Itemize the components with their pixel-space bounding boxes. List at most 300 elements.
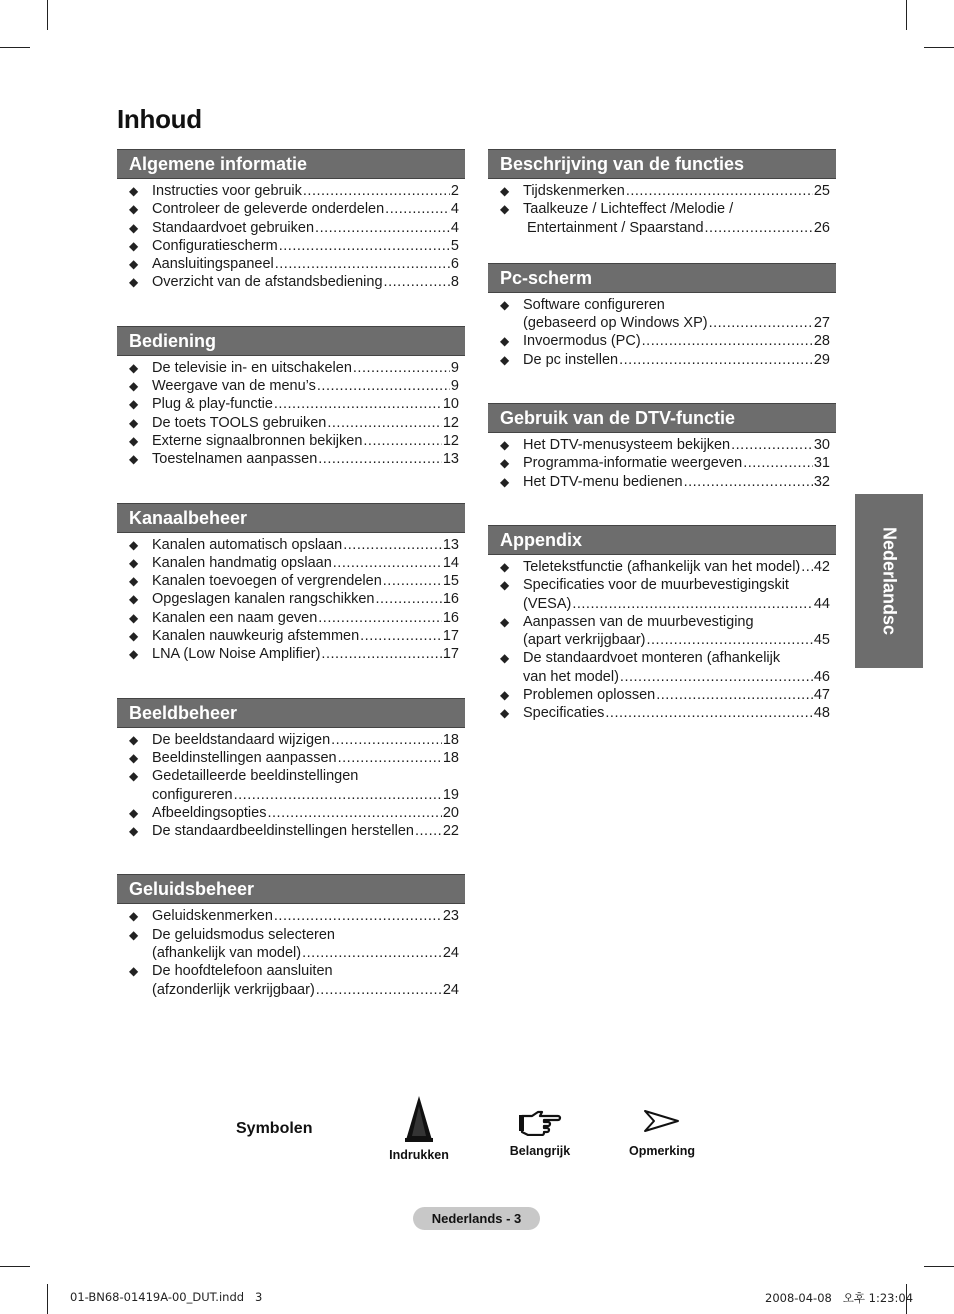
dot-leader (363, 432, 441, 450)
toc-entry-text: Gedetailleerde beeldinstellingen (152, 768, 359, 785)
toc-entry[interactable] (488, 558, 836, 576)
toc-entry[interactable] (117, 414, 465, 432)
toc-entry-row (523, 631, 830, 649)
crop-mark (0, 47, 30, 48)
page-number: 12 (442, 432, 459, 449)
toc-entry-text: Overzicht van de afstandsbediening (152, 274, 383, 291)
toc-entry[interactable] (117, 590, 465, 608)
diamond-bullet-icon: ◆ (500, 334, 510, 349)
dot-leader (353, 359, 450, 377)
dot-leader (709, 314, 813, 332)
diamond-bullet-icon: ◆ (129, 732, 139, 747)
diamond-bullet-icon: ◆ (129, 397, 139, 412)
toc-entry[interactable] (117, 536, 465, 554)
toc-entry-text: Het DTV-menusysteem bekijken (523, 437, 731, 454)
toc-entry-row (152, 554, 459, 572)
diamond-bullet-icon: ◆ (129, 647, 139, 662)
diamond-bullet-icon: ◆ (129, 379, 139, 394)
toc-entry[interactable] (117, 432, 465, 450)
dot-leader (684, 473, 813, 491)
toc-entry-text: Software configureren (523, 296, 665, 313)
diamond-bullet-icon: ◆ (129, 415, 139, 430)
dot-leader (705, 219, 813, 237)
crop-mark (924, 1266, 954, 1267)
toc-entry-row (152, 572, 459, 590)
toc-entry-text: Beeldinstellingen aanpassen (152, 749, 337, 766)
page-number: 8 (450, 274, 459, 291)
symbol-note (612, 1108, 712, 1158)
diamond-bullet-icon: ◆ (500, 297, 510, 312)
toc-entry-row (152, 786, 459, 804)
pointing-hand-icon (518, 1106, 562, 1136)
side-tab-label: Nederlandsc (879, 526, 900, 636)
toc-entry-text: Kanalen een naam geven (152, 609, 318, 626)
page-number: 9 (450, 359, 459, 376)
page-number: 45 (813, 632, 830, 649)
toc-entry[interactable] (488, 296, 836, 333)
diamond-bullet-icon: ◆ (129, 769, 139, 784)
page-number: 19 (442, 786, 459, 803)
symbol-caption: Opmerking (629, 1144, 695, 1158)
toc-entry[interactable] (117, 767, 465, 804)
page-number: 42 (813, 558, 830, 575)
toc-entry-row (152, 907, 459, 925)
toc-entry-text: Aansluitingspaneel (152, 256, 274, 273)
diamond-bullet-icon: ◆ (500, 706, 510, 721)
language-side-tab (855, 494, 923, 668)
page-number: 44 (813, 595, 830, 612)
page-number: 17 (442, 628, 459, 645)
toc-entry-text: De geluidsmodus selecteren (152, 926, 335, 943)
toc-entry-text: Controleer de geleverde onderdelen (152, 201, 385, 218)
dot-leader (318, 450, 442, 468)
dot-leader (318, 609, 442, 627)
section-heading: Appendix (488, 525, 836, 555)
page-number: 15 (442, 573, 459, 590)
dot-leader (572, 595, 813, 613)
toc-entry-text: Afbeeldingsopties (152, 804, 267, 821)
toc-entry-row (523, 314, 830, 332)
toc-entry-row (523, 595, 830, 613)
diamond-bullet-icon: ◆ (500, 688, 510, 703)
dot-leader (234, 786, 442, 804)
diamond-bullet-icon: ◆ (129, 592, 139, 607)
page-number: 20 (442, 804, 459, 821)
page-number: 48 (813, 705, 830, 722)
diamond-bullet-icon: ◆ (129, 555, 139, 570)
toc-entry-row (152, 237, 459, 255)
toc-entry-text: Kanalen automatisch opslaan (152, 536, 343, 553)
toc-entry-row (152, 536, 459, 554)
page-number: 16 (442, 609, 459, 626)
toc-entry[interactable] (488, 454, 836, 472)
file-slug: 01-BN68-01419A-00_DUT.indd 3 (70, 1290, 263, 1304)
toc-entry-text: Weergave van de menu’s (152, 378, 316, 395)
dot-leader (343, 536, 442, 554)
toc-entry[interactable] (117, 554, 465, 572)
toc-entry-row (152, 822, 459, 840)
toc-section (488, 263, 836, 369)
diamond-bullet-icon: ◆ (129, 238, 139, 253)
page-number: 2 (450, 183, 459, 199)
toc-entry-text: Kanalen nauwkeurig afstemmen (152, 628, 360, 645)
toc-entry-text: (afzonderlijk verkrijgbaar) (152, 981, 315, 998)
toc-entry[interactable] (488, 351, 836, 369)
diamond-bullet-icon: ◆ (129, 909, 139, 924)
toc-entry-text: configureren (152, 786, 233, 803)
crop-mark (906, 0, 907, 30)
toc-left-column (117, 149, 465, 999)
dot-leader (626, 182, 813, 200)
dot-leader (647, 631, 813, 649)
toc-entry[interactable] (117, 731, 465, 749)
diamond-bullet-icon: ◆ (500, 184, 510, 198)
toc-entry-text: De standaardbeeldinstellingen herstellen (152, 823, 414, 840)
toc-entry-row (152, 359, 459, 377)
diamond-bullet-icon: ◆ (129, 537, 139, 552)
dot-leader (375, 590, 441, 608)
toc-entry-row (152, 749, 459, 767)
diamond-bullet-icon: ◆ (500, 456, 510, 471)
toc-list (488, 182, 836, 237)
toc-entry-text: Specificaties (523, 705, 605, 722)
toc-entry-text: (gebaseerd op Windows XP) (523, 315, 708, 332)
page-number: 46 (813, 668, 830, 685)
toc-entry-row (152, 219, 459, 237)
section-heading: Bediening (117, 326, 465, 356)
toc-entry-text: Externe signaalbronnen bekijken (152, 432, 363, 449)
toc-entry[interactable] (117, 609, 465, 627)
toc-entry-text: Geluidskenmerken (152, 908, 273, 925)
dot-leader (385, 200, 450, 218)
toc-entry-text: De standaardvoet monteren (afhankelijk (523, 650, 781, 667)
dot-leader (316, 981, 442, 999)
toc-section (117, 698, 465, 841)
toc-entry-text: Configuratiescherm (152, 237, 278, 254)
page-number: 31 (813, 455, 830, 472)
toc-entry[interactable] (117, 200, 465, 218)
page-number: 18 (442, 749, 459, 766)
dot-leader (384, 273, 450, 291)
page-number: 30 (813, 437, 830, 454)
diamond-bullet-icon: ◆ (129, 452, 139, 467)
toc-entry[interactable] (117, 359, 465, 377)
toc-entry-text: Aanpassen van de muurbevestiging (523, 613, 754, 630)
page-number: 10 (442, 396, 459, 413)
section-heading: Beeldbeheer (117, 698, 465, 728)
page-number: 4 (450, 201, 459, 218)
toc-list (488, 436, 836, 491)
toc-entry-text: Specificaties voor de muurbevestigingskit (523, 577, 789, 594)
toc-entry-row (523, 332, 830, 350)
toc-entry-row (523, 558, 830, 576)
toc-list (488, 296, 836, 369)
toc-list (117, 907, 465, 998)
dot-leader (338, 749, 442, 767)
symbols-label: Symbolen (236, 1120, 313, 1137)
toc-entry-row (152, 182, 459, 200)
diamond-bullet-icon: ◆ (129, 202, 139, 217)
crop-mark (47, 1284, 48, 1314)
dot-leader (315, 219, 450, 237)
toc-list (117, 536, 465, 664)
toc-entry-row (523, 219, 830, 237)
page-number: 25 (813, 183, 830, 199)
toc-entry-text: Opgeslagen kanalen rangschikken (152, 591, 375, 608)
toc-entry-row (523, 704, 830, 722)
dot-leader (620, 668, 813, 686)
toc-entry[interactable] (117, 273, 465, 291)
dot-leader (327, 414, 441, 432)
toc-entry-row (523, 454, 830, 472)
toc-entry-row (152, 414, 459, 432)
page-number: 24 (442, 981, 459, 998)
dot-leader (275, 255, 450, 273)
toc-entry-text: Instructies voor gebruik (152, 183, 302, 199)
page-number: 32 (813, 473, 830, 490)
page-number: 13 (442, 536, 459, 553)
section-heading: Gebruik van de DTV-functie (488, 403, 836, 433)
toc-entry-row (523, 436, 830, 454)
toc-entry[interactable] (488, 200, 836, 237)
toc-entry[interactable] (117, 627, 465, 645)
toc-entry-text: Problemen oplossen (523, 687, 656, 704)
toc-entry[interactable] (117, 822, 465, 840)
diamond-bullet-icon: ◆ (129, 927, 139, 942)
diamond-bullet-icon: ◆ (129, 220, 139, 235)
toc-entry[interactable] (488, 613, 836, 650)
page-number: 27 (813, 315, 830, 332)
toc-entry[interactable] (488, 473, 836, 491)
toc-entry-row (152, 255, 459, 273)
diamond-bullet-icon: ◆ (129, 257, 139, 272)
symbol-caption: Belangrijk (509, 1144, 571, 1158)
dot-leader (743, 454, 813, 472)
toc-entry-text: LNA (Low Noise Amplifier) (152, 646, 321, 663)
dot-leader (302, 944, 442, 962)
toc-entry-text: (afhankelijk van model) (152, 945, 302, 962)
section-heading: Pc-scherm (488, 263, 836, 293)
toc-entry[interactable] (117, 572, 465, 590)
diamond-bullet-icon: ◆ (500, 474, 510, 489)
diamond-bullet-icon: ◆ (129, 433, 139, 448)
dot-leader (642, 332, 813, 350)
dot-leader (274, 907, 442, 925)
toc-entry-text: Teletekstfunctie (afhankelijk van het model) (523, 558, 801, 575)
dot-leader (619, 351, 813, 369)
toc-entry[interactable] (488, 182, 836, 200)
toc-list (117, 731, 465, 841)
toc-section (488, 403, 836, 491)
dot-leader (317, 377, 450, 395)
toc-entry[interactable] (488, 686, 836, 704)
diamond-bullet-icon: ◆ (500, 614, 510, 629)
dot-leader (731, 436, 813, 454)
toc-list (117, 359, 465, 469)
toc-section (117, 874, 465, 998)
section-heading: Kanaalbeheer (117, 503, 465, 533)
toc-section (117, 503, 465, 664)
toc-entry-row (152, 645, 459, 663)
dot-leader (383, 572, 442, 590)
toc-entry-row (152, 731, 459, 749)
diamond-bullet-icon: ◆ (129, 360, 139, 375)
toc-entry[interactable] (117, 182, 465, 200)
symbol-press (369, 1094, 469, 1162)
toc-entry[interactable] (488, 436, 836, 454)
symbol-caption: Indrukken (389, 1148, 449, 1162)
toc-entry[interactable] (488, 576, 836, 613)
toc-entry-row (152, 981, 459, 999)
page-number: 29 (813, 351, 830, 368)
toc-entry-text: De pc instellen (523, 351, 619, 368)
toc-entry[interactable] (117, 749, 465, 767)
toc-entry-row (152, 804, 459, 822)
arrow-note-icon (642, 1108, 682, 1134)
page-number: 5 (450, 237, 459, 254)
dot-leader (321, 645, 441, 663)
toc-entry-text: Invoermodus (PC) (523, 333, 641, 350)
toc-entry[interactable] (117, 450, 465, 468)
press-triangle-icon (402, 1094, 436, 1144)
diamond-bullet-icon: ◆ (129, 574, 139, 589)
toc-entry-text: De televisie in- en uitschakelen (152, 359, 352, 376)
dot-leader (656, 686, 813, 704)
page-number: 18 (442, 731, 459, 748)
page-number: 4 (450, 219, 459, 236)
toc-entry-text: Toestelnamen aanpassen (152, 451, 318, 468)
page-number: 22 (442, 823, 459, 840)
toc-entry[interactable] (117, 377, 465, 395)
toc-entry[interactable] (117, 926, 465, 963)
section-heading: Beschrijving van de functies (488, 149, 836, 179)
page-number: 17 (442, 646, 459, 663)
toc-entry[interactable] (117, 395, 465, 413)
toc-entry-row (152, 627, 459, 645)
toc-entry-text: Entertainment / Spaarstand (527, 219, 704, 236)
toc-list (117, 182, 465, 292)
page-number: 26 (813, 219, 830, 236)
diamond-bullet-icon: ◆ (500, 578, 510, 593)
page-number: 12 (442, 414, 459, 431)
dot-leader (331, 731, 442, 749)
dot-leader (333, 554, 442, 572)
toc-entry-text: (apart verkrijgbaar) (523, 632, 646, 649)
toc-entry-text: Standaardvoet gebruiken (152, 219, 315, 236)
toc-entry-row (152, 944, 459, 962)
toc-entry[interactable] (117, 237, 465, 255)
dot-leader (279, 237, 450, 255)
toc-entry-text: (VESA) (523, 595, 572, 612)
toc-entry-row (523, 351, 830, 369)
page-number: 24 (442, 945, 459, 962)
page-number: 9 (450, 378, 459, 395)
section-heading: Geluidsbeheer (117, 874, 465, 904)
page-number-badge: Nederlands - 3 (413, 1207, 540, 1230)
toc-entry[interactable] (117, 962, 465, 999)
crop-mark (0, 1266, 30, 1267)
dot-leader (303, 182, 450, 200)
diamond-bullet-icon: ◆ (129, 750, 139, 765)
toc-entry-row (152, 273, 459, 291)
toc-entry-text: De hoofdtelefoon aansluiten (152, 963, 333, 980)
toc-section (488, 525, 836, 723)
toc-section (488, 149, 836, 237)
toc-entry-row (152, 432, 459, 450)
toc-entry-text: Tijdskenmerken (523, 183, 625, 199)
toc-entry-text: De beeldstandaard wijzigen (152, 731, 331, 748)
page-number: 16 (442, 591, 459, 608)
dot-leader (360, 627, 442, 645)
page-number: 6 (450, 256, 459, 273)
diamond-bullet-icon: ◆ (129, 184, 139, 198)
toc-entry-row (152, 377, 459, 395)
dot-leader (274, 395, 442, 413)
page-number: 13 (442, 451, 459, 468)
diamond-bullet-icon: ◆ (500, 651, 510, 666)
diamond-bullet-icon: ◆ (129, 610, 139, 625)
toc-entry[interactable] (488, 704, 836, 722)
diamond-bullet-icon: ◆ (129, 805, 139, 820)
diamond-bullet-icon: ◆ (500, 202, 510, 217)
dot-leader (605, 704, 812, 722)
toc-right-column (488, 149, 836, 723)
page-number: 14 (442, 554, 459, 571)
toc-entry[interactable] (117, 219, 465, 237)
page-number: 23 (442, 908, 459, 925)
toc-entry-row (523, 668, 830, 686)
toc-entry-text: van het model) (523, 668, 619, 685)
dot-leader (267, 804, 441, 822)
dot-leader (801, 558, 813, 576)
diamond-bullet-icon: ◆ (500, 559, 510, 574)
toc-entry[interactable] (117, 804, 465, 822)
crop-mark (924, 47, 954, 48)
toc-entry[interactable] (117, 255, 465, 273)
toc-entry-text: Het DTV-menu bedienen (523, 473, 683, 490)
diamond-bullet-icon: ◆ (500, 352, 510, 367)
page-number: 28 (813, 333, 830, 350)
toc-entry-text: Kanalen handmatig opslaan (152, 554, 332, 571)
toc-section (117, 149, 465, 292)
toc-entry-row (523, 686, 830, 704)
toc-entry-row (152, 200, 459, 218)
toc-entry-text: Taalkeuze / Lichteffect /Melodie / (523, 201, 734, 218)
toc-entry-row (523, 473, 830, 491)
symbol-important (490, 1106, 590, 1158)
toc-entry[interactable] (488, 649, 836, 686)
toc-entry[interactable] (488, 332, 836, 350)
toc-entry[interactable] (117, 907, 465, 925)
page-number: 47 (813, 687, 830, 704)
toc-entry-row (523, 182, 830, 200)
toc-list (488, 558, 836, 723)
toc-entry[interactable] (117, 645, 465, 663)
toc-entry-row (152, 609, 459, 627)
toc-entry-text: Kanalen toevoegen of vergrendelen (152, 573, 382, 590)
toc-entry-text: De toets TOOLS gebruiken (152, 414, 327, 431)
crop-mark (47, 0, 48, 30)
toc-entry-text: Plug & play-functie (152, 396, 273, 413)
dot-leader (415, 822, 442, 840)
toc-entry-row (152, 450, 459, 468)
diamond-bullet-icon: ◆ (129, 964, 139, 979)
page-title: Inhoud (117, 104, 202, 134)
toc-entry-row (152, 395, 459, 413)
toc-section (117, 326, 465, 469)
diamond-bullet-icon: ◆ (129, 824, 139, 839)
date-slug: 2008-04-08 오후 1:23:04 (765, 1291, 914, 1305)
